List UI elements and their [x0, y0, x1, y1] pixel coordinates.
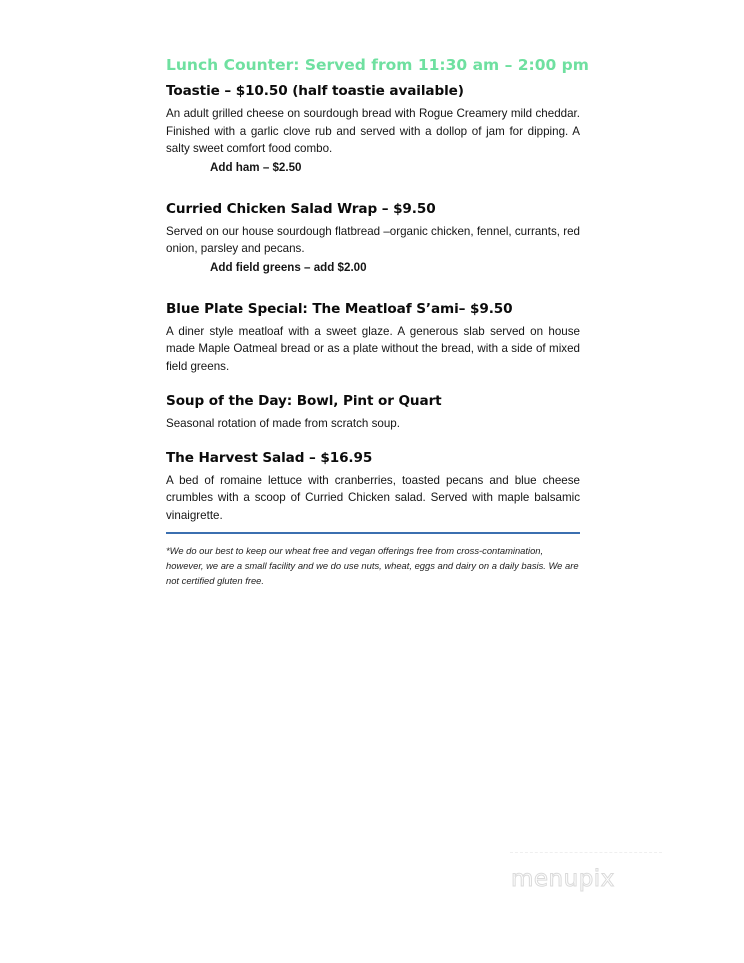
allergen-footnote: *We do our best to keep our wheat free and vegan offerings free from cross-contamination, however, we are a small facility and we do use nuts, wheat, eggs and dairy on a daily basis. We are not certified gluten free.: [166, 545, 579, 586]
menu-page: [166, 56, 589, 588]
item-title: Soup of the Day: Bowl, Pint or Quart: [166, 393, 442, 409]
watermark-logo: menupix: [511, 866, 615, 892]
item-title: The Harvest Salad – $16.95: [166, 449, 373, 466]
divider: [166, 532, 580, 534]
item-description: A diner style meatloaf with a sweet glaze. A generous slab served on house made Maple Oatmeal bread or as a plate without the bread, with a side of mixed field greens.: [166, 324, 580, 373]
item-description: An adult grilled cheese on sourdough bread with Rogue Creamery mild cheddar. Finished with a garlic clove rub and served with a dollop of jam for dipping. A salty sweet comfort food combo.: [166, 107, 580, 155]
watermark-rule: [510, 852, 662, 853]
item-title: Toastie – $10.50 (half toastie available): [166, 83, 464, 99]
item-description: Seasonal rotation of made from scratch soup.: [166, 417, 400, 430]
menu-item-soup-of-the-day: [166, 393, 580, 433]
menu-item-curried-chicken-wrap: [166, 201, 580, 276]
section-title: Lunch Counter: Served from 11:30 am – 2:00 pm: [166, 56, 589, 74]
item-addon: Add ham – $2.50: [210, 160, 302, 174]
menu-item-toastie: [166, 83, 580, 176]
menu-item-harvest-salad: [166, 450, 580, 525]
item-addon: Add field greens – add $2.00: [210, 260, 367, 274]
item-description: Served on our house sourdough flatbread –organic chicken, fennel, currants, red onion, parsley and pecans.: [166, 224, 580, 255]
item-description: A bed of romaine lettuce with cranberries, toasted pecans and blue cheese crumbles with a scoop of Curried Chicken salad. Served with maple balsamic vinaigrette.: [166, 473, 580, 522]
item-title: Blue Plate Special: The Meatloaf S’ami– $9.50: [166, 300, 513, 317]
menu-item-blue-plate-special: [166, 301, 580, 376]
item-title: Curried Chicken Salad Wrap – $9.50: [166, 200, 436, 217]
